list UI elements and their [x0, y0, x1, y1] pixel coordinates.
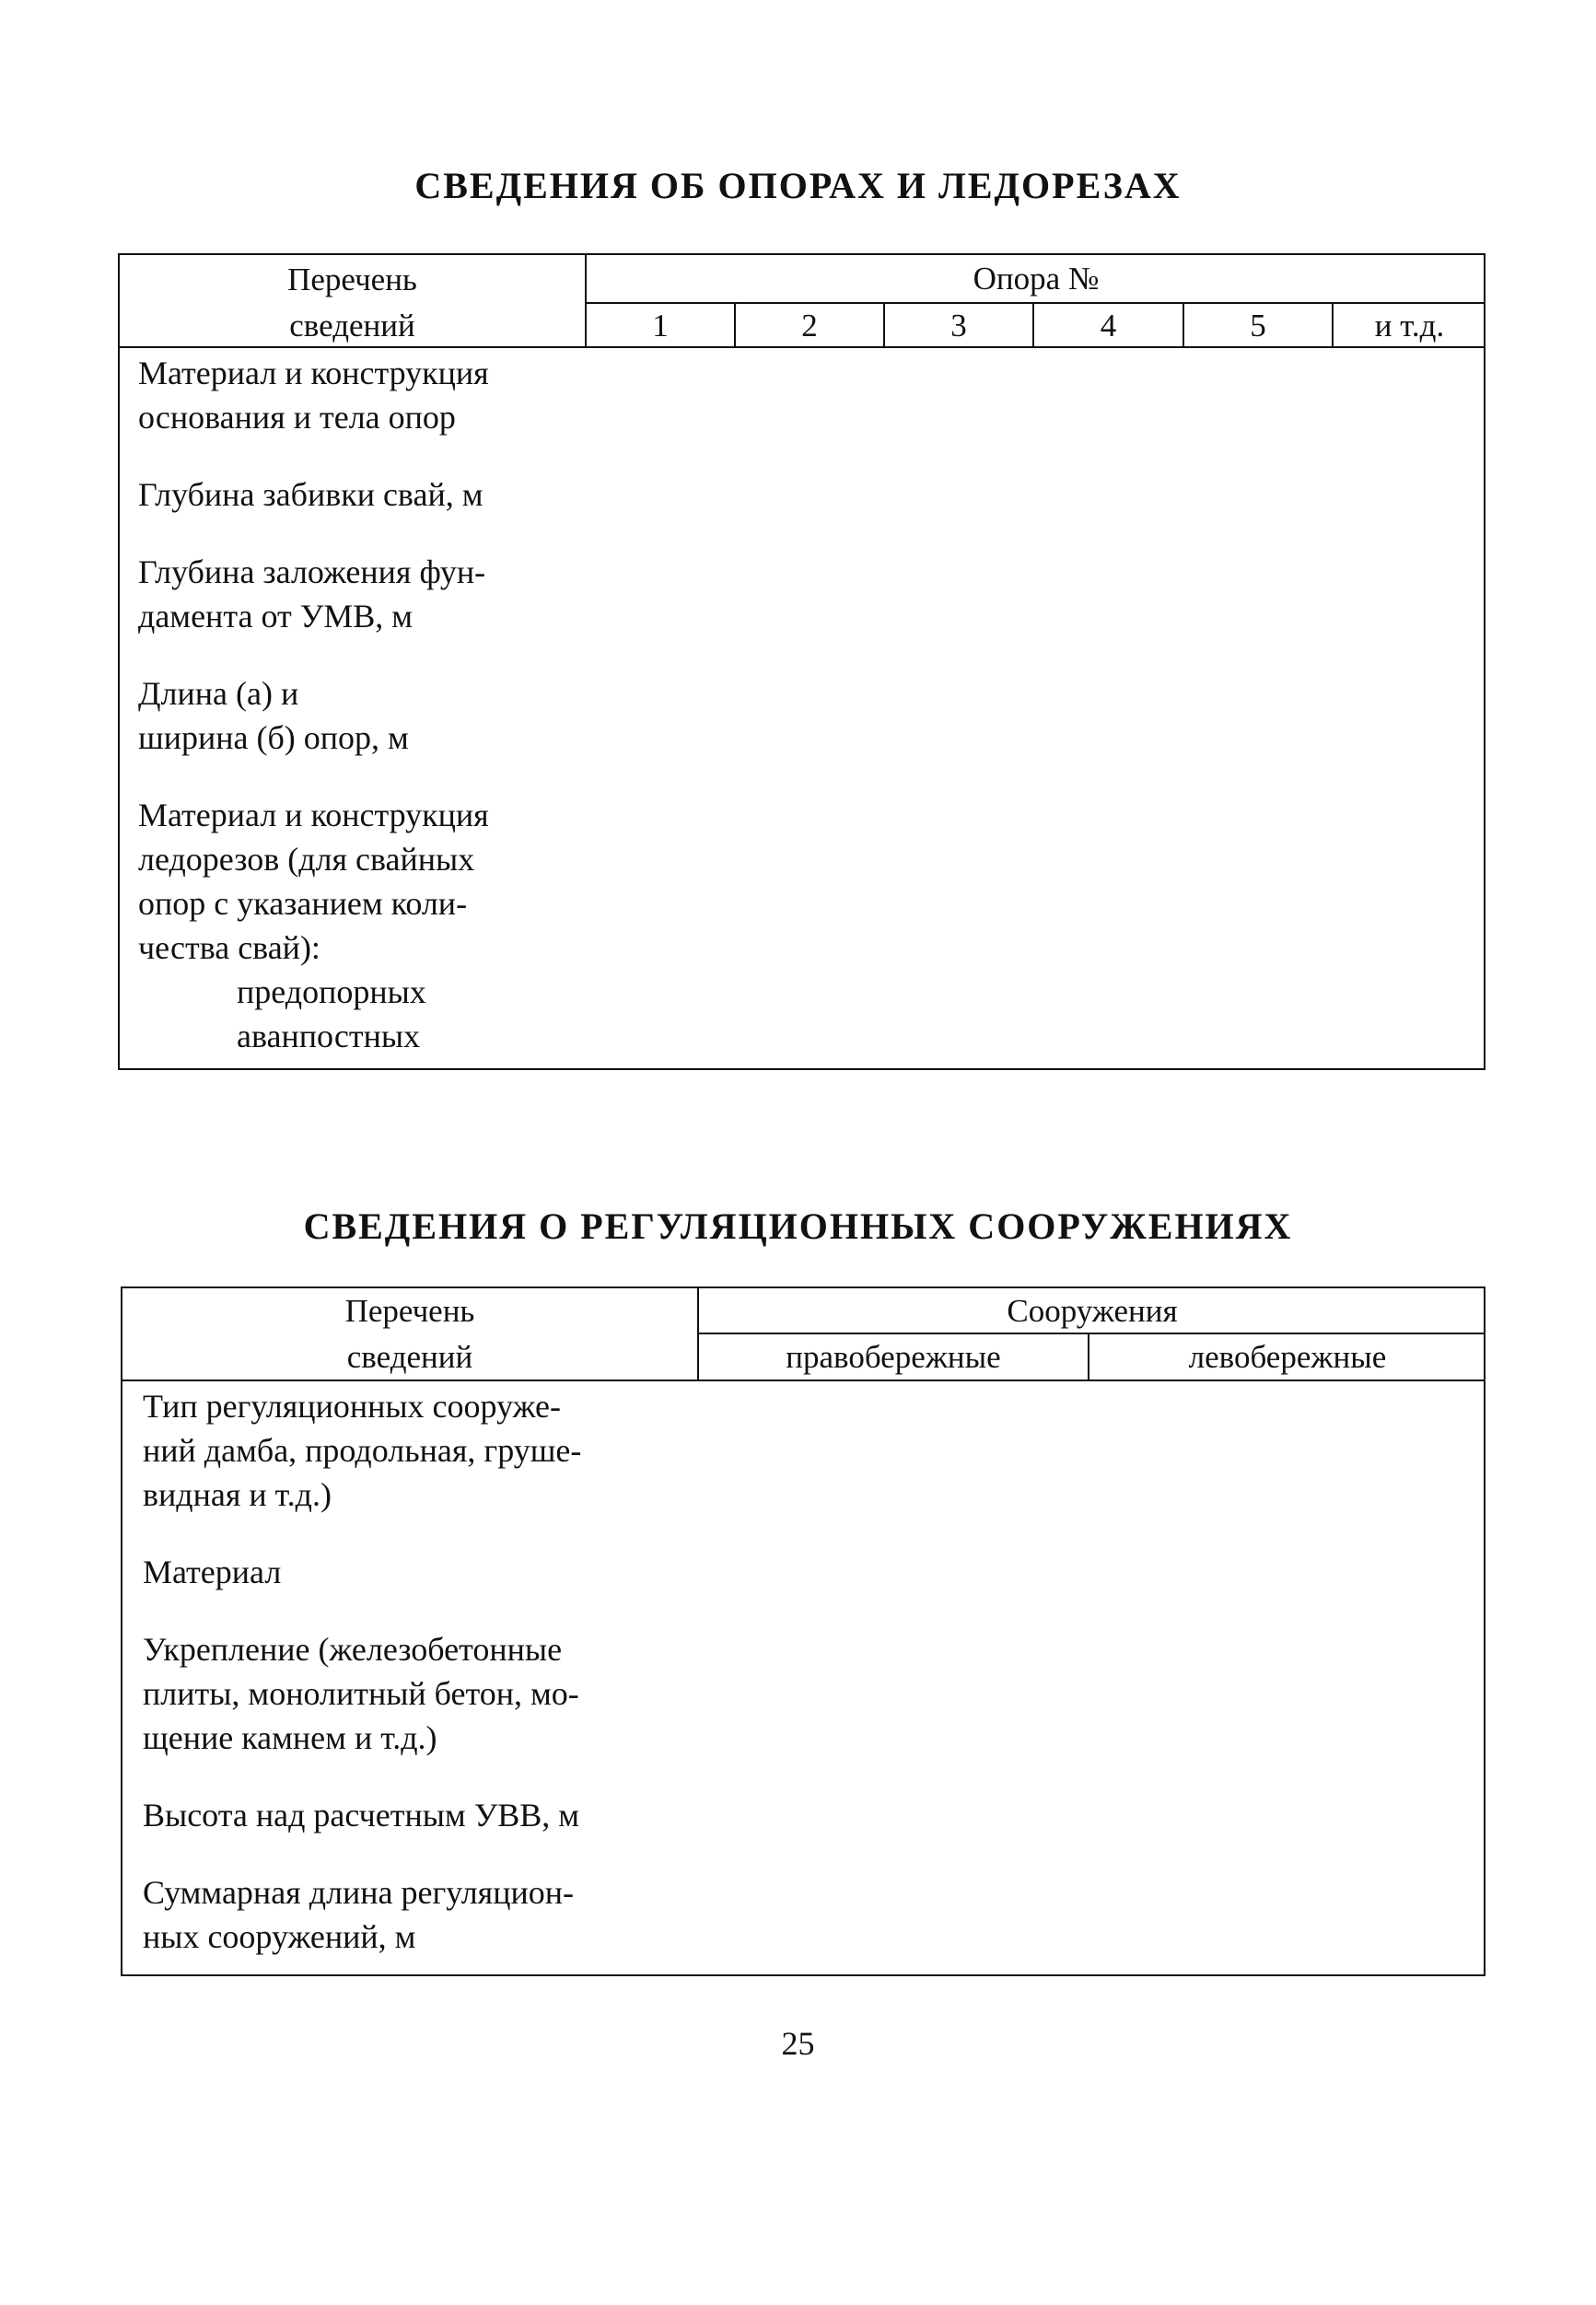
table2-header-list-top: Перечень — [344, 1293, 475, 1329]
row-line: ледорезов (для свайных — [138, 841, 475, 878]
table1-column-header: 2 — [801, 307, 818, 343]
table1-row — [138, 671, 566, 760]
row-subitem: предопорных — [237, 973, 426, 1010]
row-line: опор с указанием коли- — [138, 885, 468, 922]
table2-row — [143, 1627, 682, 1760]
row-line: Длина (а) и — [138, 675, 299, 712]
row-line: основания и тела опор — [138, 399, 456, 436]
table1-column-header: и т.д. — [1374, 307, 1445, 343]
row-line: Материал и конструкция — [138, 355, 489, 391]
table1-header-group: Опора № — [973, 261, 1100, 297]
row-line: Материал и конструкция — [138, 797, 489, 833]
row-line: щение камнем и т.д.) — [143, 1719, 437, 1756]
table1-header-list-bottom: сведений — [289, 307, 415, 343]
row-subitem: аванпостных — [237, 1018, 421, 1054]
table1-title: СВЕДЕНИЯ ОБ ОПОРАХ И ЛЕДОРЕЗАХ — [414, 165, 1182, 206]
table2-column-header: левобережные — [1188, 1339, 1387, 1375]
row-line: видная и т.д.) — [143, 1476, 332, 1513]
table2-rows — [143, 1384, 682, 1959]
table2-header-list-bottom: сведений — [346, 1339, 473, 1375]
table1-rows — [138, 351, 566, 1058]
table2-row — [143, 1793, 682, 1837]
row-line: Высота над расчетным УВВ, м — [143, 1797, 579, 1834]
table1-row — [138, 351, 566, 439]
table2-column-header: правобережные — [786, 1339, 1001, 1375]
table1-column-header: 4 — [1100, 307, 1117, 343]
table2-title: СВЕДЕНИЯ О РЕГУЛЯЦИОННЫХ СООРУЖЕНИЯХ — [303, 1205, 1293, 1247]
table2-row — [143, 1384, 682, 1517]
table1-row — [138, 793, 566, 1058]
table1-column-header: 5 — [1250, 307, 1266, 343]
table1-header-divider — [118, 346, 1485, 348]
row-line: дамента от УМВ, м — [138, 598, 414, 634]
table1-column-header: 3 — [950, 307, 967, 343]
table2-header-divider — [121, 1380, 1485, 1381]
row-line: Укрепление (железобетонные — [143, 1631, 563, 1668]
row-line: ширина (б) опор, м — [138, 719, 409, 756]
row-line: ний дамба, продольная, груше- — [143, 1432, 582, 1469]
row-line: Глубина заложения фун- — [138, 553, 486, 590]
table2-row — [143, 1870, 682, 1959]
row-line: ных сооружений, м — [143, 1918, 416, 1955]
row-line: плиты, монолитный бетон, мо- — [143, 1675, 579, 1712]
table2-header-group: Сооружения — [1007, 1292, 1178, 1329]
table1-row — [138, 550, 566, 638]
table2-row — [143, 1550, 682, 1594]
row-line: чества свай): — [138, 929, 320, 966]
row-line: Тип регуляционных сооруже- — [143, 1388, 561, 1425]
row-line: Материал — [143, 1554, 282, 1590]
page-number: 25 — [781, 2025, 815, 2062]
table1-column-header: 1 — [652, 307, 669, 343]
row-line: Суммарная длина регуляцион- — [143, 1874, 574, 1911]
table1-header-list-top: Перечень — [287, 261, 417, 297]
row-line: Глубина забивки свай, м — [138, 476, 483, 513]
table1-row — [138, 472, 566, 517]
